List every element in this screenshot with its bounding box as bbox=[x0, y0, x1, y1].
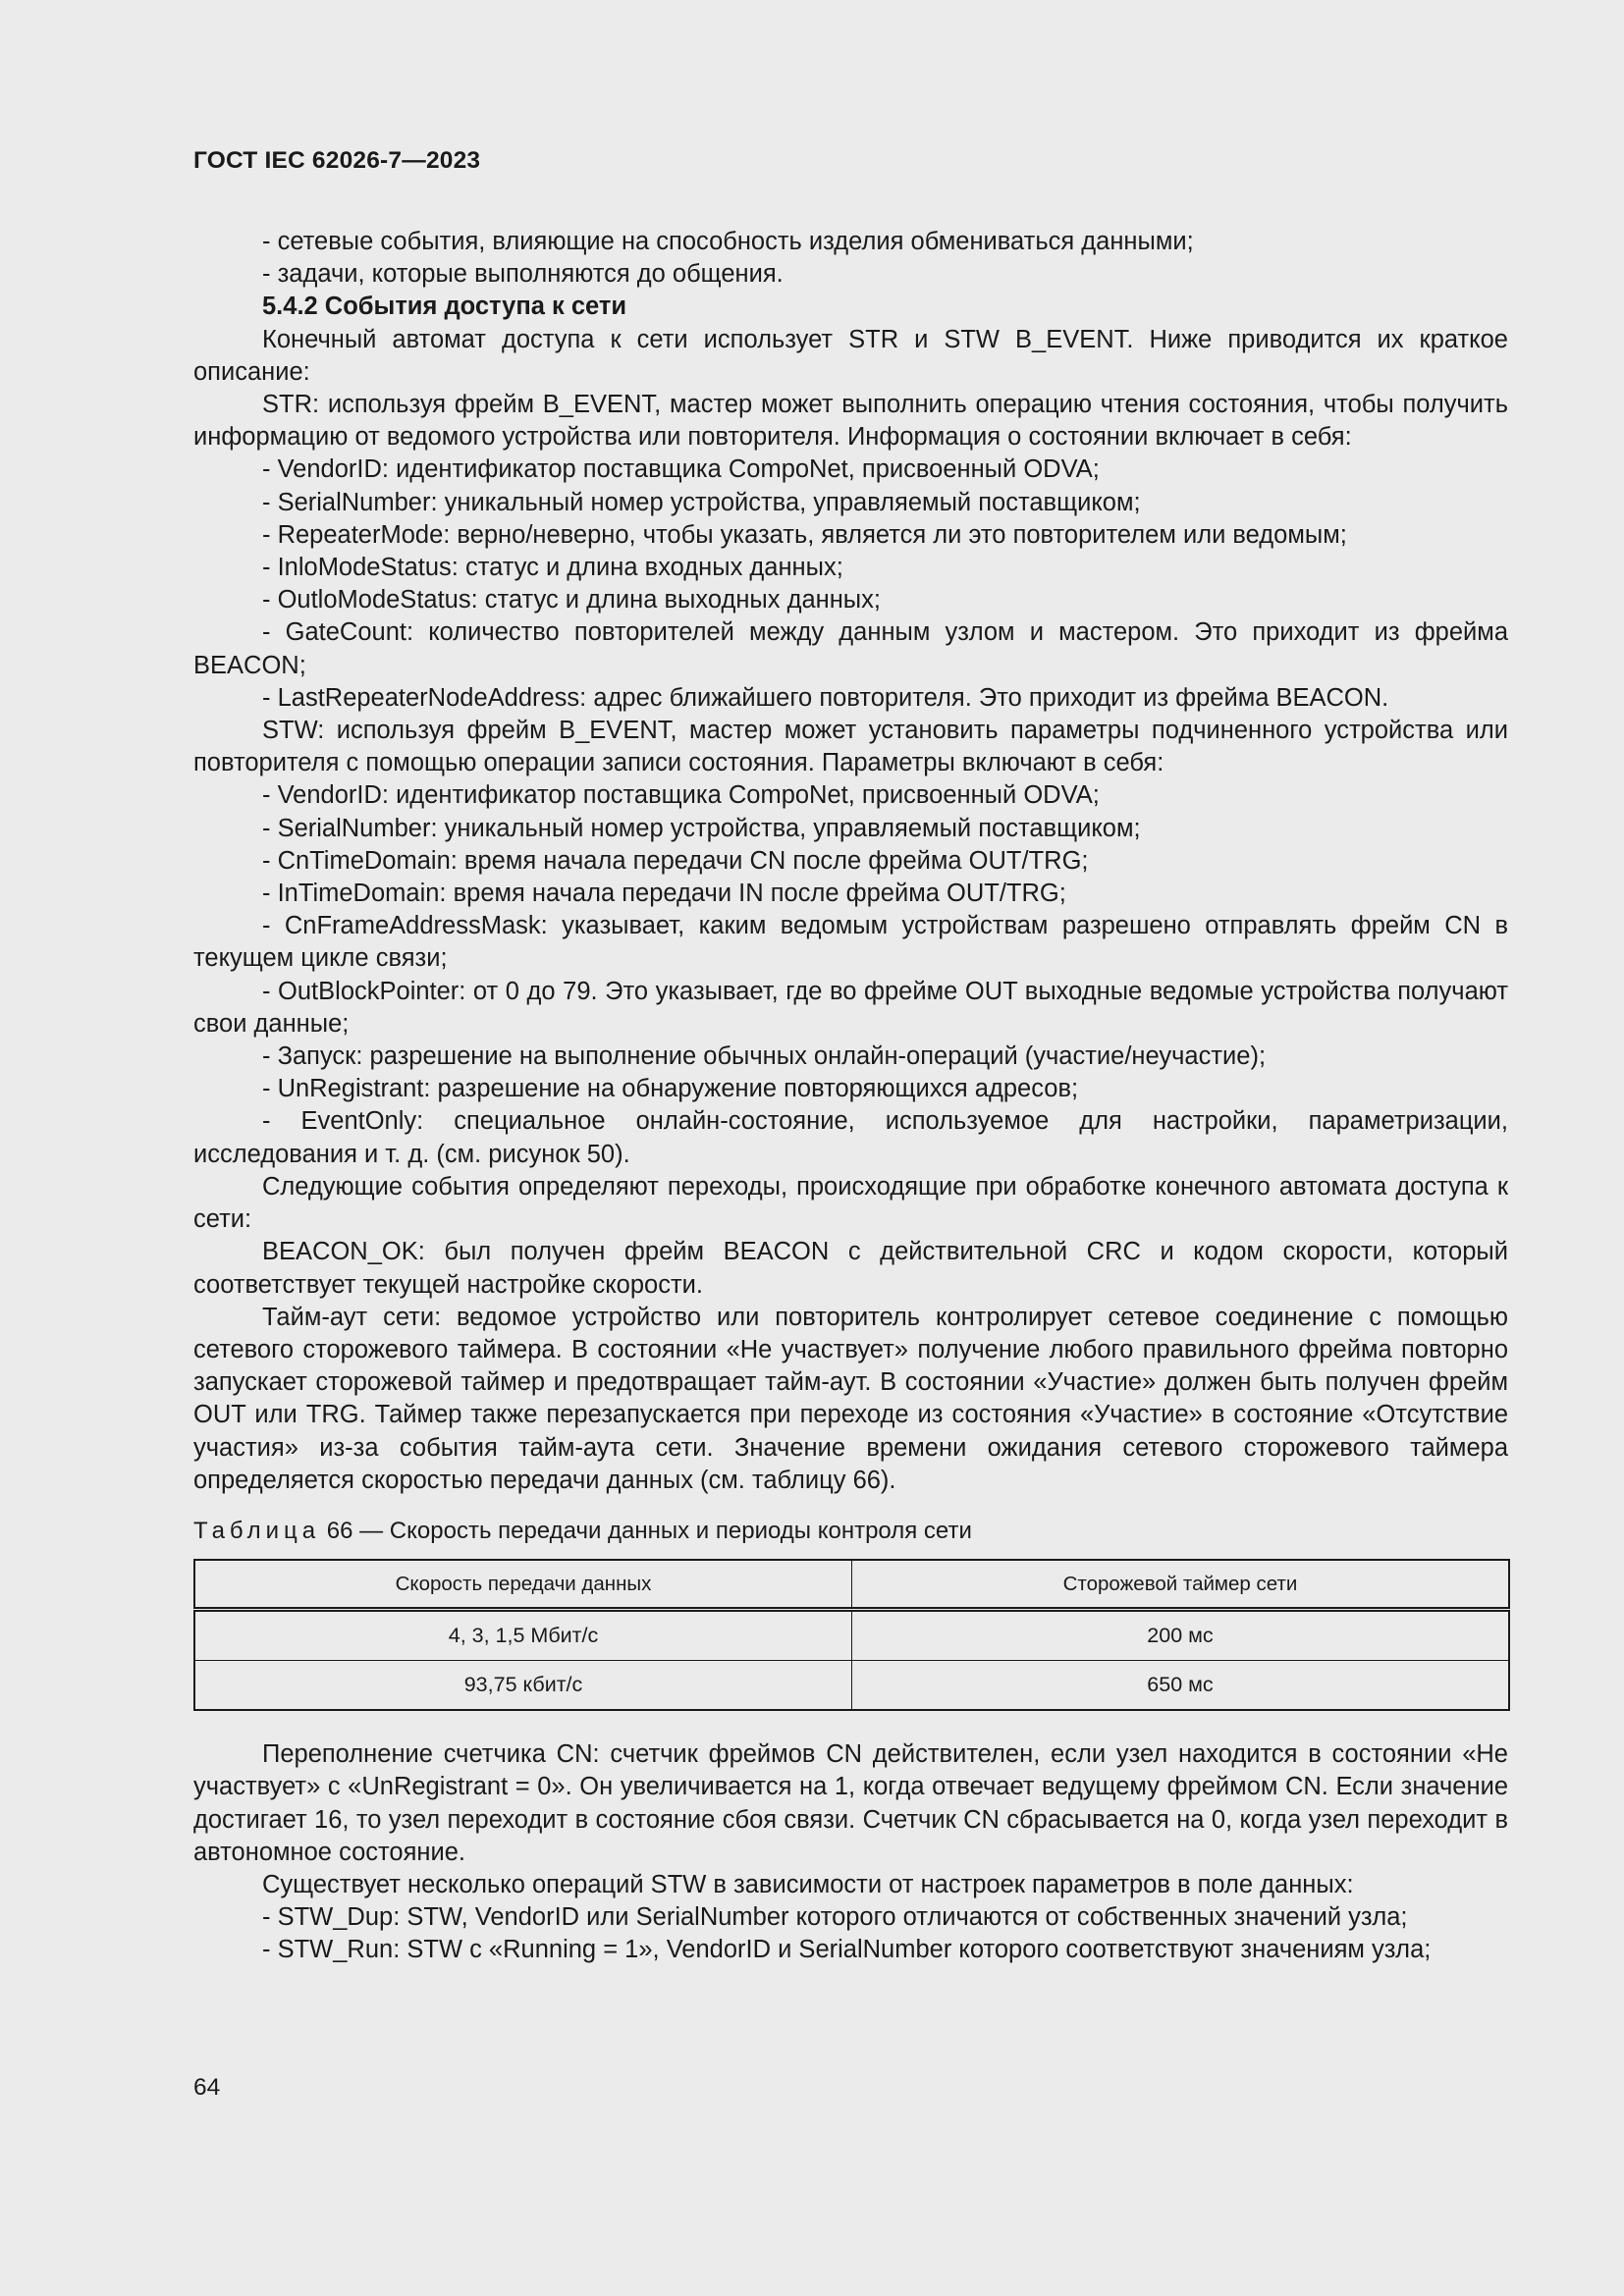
list-item: - Запуск: разрешение на выполнение обычных онлайн-операций (участие/неучастие); bbox=[262, 1042, 1267, 1071]
page-number: 64 bbox=[193, 2074, 221, 2101]
table-row bbox=[194, 1610, 1509, 1661]
list-item: - VendorID: идентификатор поставщика CompoNet, присвоенный ODVA; bbox=[262, 455, 1100, 484]
list-item: - SerialNumber: уникальный номер устройства, управляемый поставщиком; bbox=[262, 814, 1141, 842]
table-cell: 200 мс bbox=[852, 1610, 1510, 1661]
document-body bbox=[193, 226, 1508, 1967]
column-header-data-rate: Скорость передачи данных bbox=[194, 1560, 852, 1610]
table-caption bbox=[193, 1515, 1508, 1547]
list-item: - задачи, которые выполняются до общения. bbox=[262, 260, 784, 289]
table-caption-text: 66 — Скорость передачи данных и периоды контроля сети bbox=[320, 1517, 972, 1544]
list-item: - STW_Run: STW с «Running = 1», VendorID и SerialNumber которого соответствуют значениям узла; bbox=[262, 1936, 1432, 1964]
document-code-header: ГОСТ IEC 62026-7—2023 bbox=[193, 147, 481, 174]
list-item: - сетевые события, влияющие на способность изделия обмениваться данными; bbox=[262, 228, 1194, 255]
list-item: - RepeaterMode: верно/неверно, чтобы указать, является ли это повторителем или ведомым; bbox=[262, 520, 1347, 549]
table-cell: 650 мс bbox=[852, 1661, 1510, 1711]
paragraph: STW: используя фрейм B_EVENT, мастер может установить параметры подчиненного устройства или повторителя с помощью операции записи состояния. Параметры включают в себя: bbox=[193, 717, 1508, 777]
list-item: - CnFrameAddressMask: указывает, каким ведомым устройствам разрешено отправлять фрейм CN в текущем цикле связи; bbox=[193, 912, 1508, 973]
list-item: - STW_Dup: STW, VendorID или SerialNumber которого отличаются от собственных значений узла; bbox=[262, 1903, 1408, 1932]
paragraph: STR: используя фрейм B_EVENT, мастер может выполнить операцию чтения состояния, чтобы получить информацию от ведомого устройства или повторителя. Информация о состоянии включает в себя: bbox=[193, 391, 1508, 452]
list-item: - GateCount: количество повторителей между данным узлом и мастером. Это приходит из фрейма BEACON; bbox=[193, 618, 1508, 679]
list-item: - VendorID: идентификатор поставщика CompoNet, присвоенный ODVA; bbox=[262, 781, 1100, 810]
table-cell: 93,75 кбит/с bbox=[194, 1661, 852, 1711]
list-item: - InloModeStatus: статус и длина входных данных; bbox=[262, 554, 843, 582]
table-caption-label: Таблица bbox=[193, 1517, 321, 1544]
paragraph: Переполнение счетчика CN: счетчик фреймов CN действителен, если узел находится в состоянии «Не участвует» с «UnRegistrant = 0». Он увеличивается на 1, когда отвечает ведущему фреймом CN. Если значение достигает 16, то узел переходит в состояние сбоя связи. Счетчик CN сбрасывается на 0, когда узел переходит в автономное состояние. bbox=[193, 1740, 1508, 1866]
paragraph: Конечный автомат доступа к сети использует STR и STW B_EVENT. Ниже приводится их краткое описание: bbox=[193, 325, 1508, 386]
list-item: - OutloModeStatus: статус и длина выходных данных; bbox=[262, 586, 881, 614]
table-row bbox=[194, 1661, 1509, 1711]
paragraph: Следующие события определяют переходы, происходящие при обработке конечного автомата доступа к сети: bbox=[193, 1172, 1508, 1234]
section-heading: 5.4.2 События доступа к сети bbox=[262, 293, 627, 321]
list-item: - InTimeDomain: время начала передачи IN после фрейма OUT/TRG; bbox=[262, 880, 1066, 908]
paragraph: Существует несколько операций STW в зависимости от настроек параметров в поле данных: bbox=[262, 1870, 1354, 1898]
table-cell: 4, 3, 1,5 Мбит/с bbox=[194, 1610, 852, 1661]
list-item: - CnTimeDomain: время начала передачи CN после фрейма OUT/TRG; bbox=[262, 846, 1089, 875]
list-item: - SerialNumber: уникальный номер устройства, управляемый поставщиком; bbox=[262, 488, 1141, 516]
list-item: - OutBlockPointer: от 0 до 79. Это указывает, где во фрейме OUT выходные ведомые устройства получают свои данные; bbox=[193, 977, 1508, 1038]
table-header-row bbox=[194, 1560, 1509, 1610]
paragraph: Тайм-аут сети: ведомое устройство или повторитель контролирует сетевое соединение с помощью сетевого сторожевого таймера. В состоянии «Не участвует» получение любого правильного фрейма повторно запускает сторожевой таймер и предотвращает тайм-аут. В состоянии «Участие» должен быть получен фрейм OUT или TRG. Таймер также перезапускается при переходе из состояния «Участие» в состояние «Отсутствие участия» из-за события тайм-аута сети. Значение времени ожидания сетевого сторожевого таймера определяется скоростью передачи данных (см. таблицу 66). bbox=[193, 1303, 1508, 1494]
paragraph: BEACON_OK: был получен фрейм BEACON с действительной CRC и кодом скорости, который соответствует текущей настройке скорости. bbox=[193, 1238, 1508, 1299]
list-item: - UnRegistrant: разрешение на обнаружение повторяющихся адресов; bbox=[262, 1075, 1079, 1103]
list-item: - LastRepeaterNodeAddress: адрес ближайшего повторителя. Это приходит из фрейма BEACON. bbox=[262, 683, 1389, 712]
data-rate-table bbox=[193, 1559, 1510, 1711]
list-item: - EventOnly: специальное онлайн-состояние, используемое для настройки, параметризации, исследования и т. д. (см. рисунок 50). bbox=[193, 1107, 1508, 1168]
column-header-watchdog: Сторожевой таймер сети bbox=[852, 1560, 1510, 1610]
